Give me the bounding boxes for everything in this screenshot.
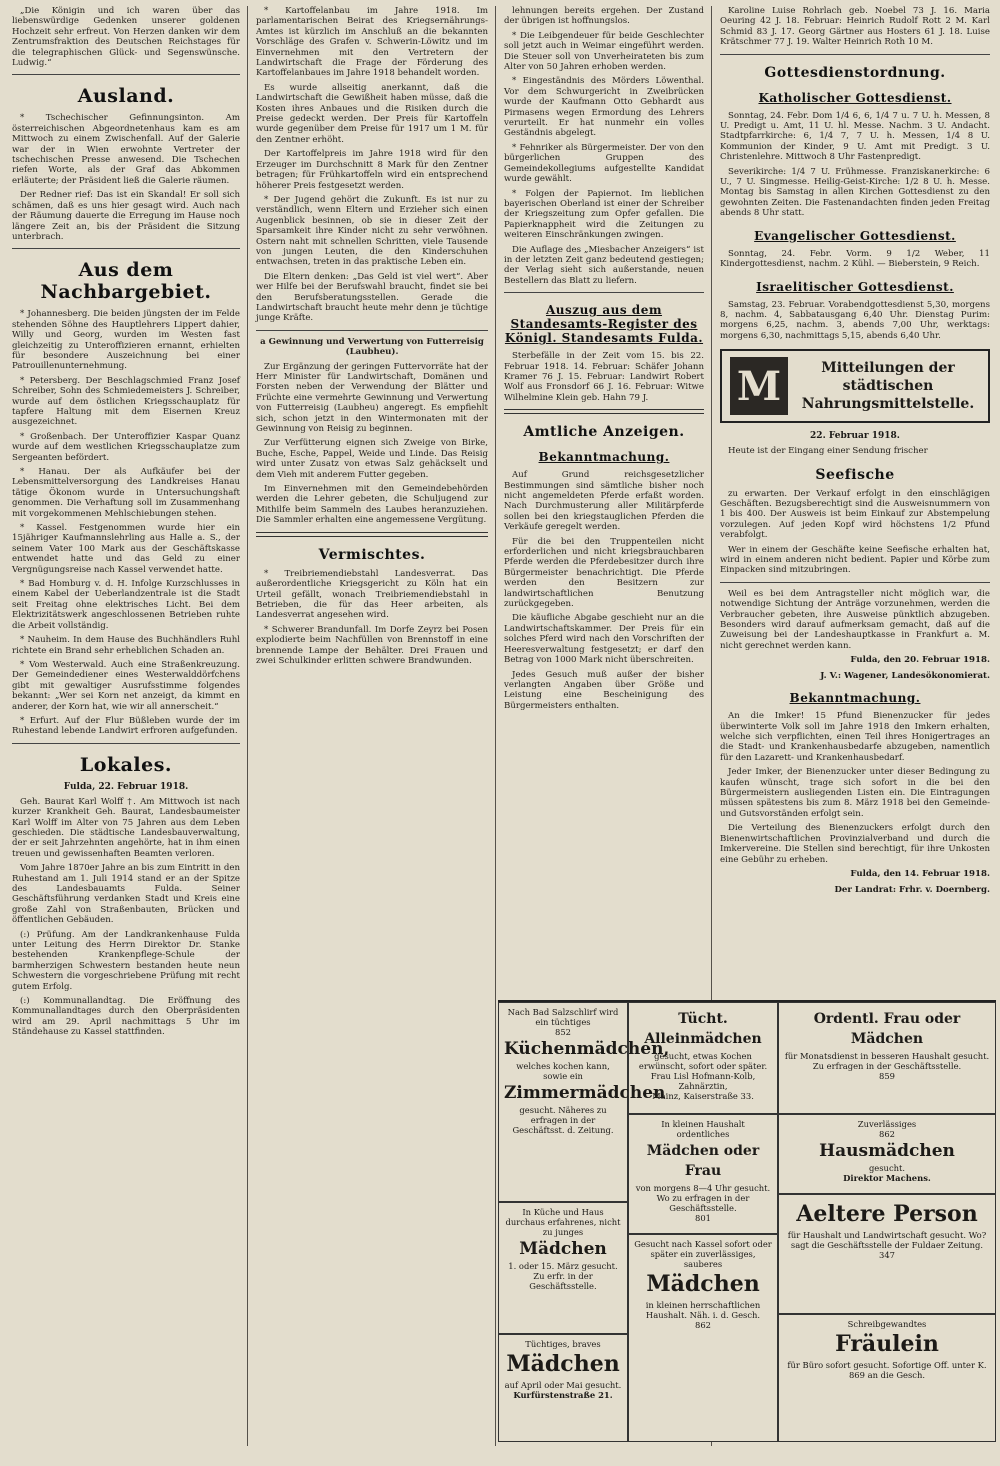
ad-text: Nach Bad Salzschlirf wird ein tüchtiges [507, 1007, 619, 1027]
article-paragraph: * Treibriemendiebstahl Landesverrat. Das außerordentliche Kriegsgericht zu Köln hat ein Urteil gefällt, wonach Treibriemendiebstahl in Betrieben, die für das Heer arbeiten, als Landesverrat angesehen wird. [256, 568, 488, 621]
ad-fraeulein [778, 1314, 996, 1442]
article-paragraph: * Die Leibgendeuer für beide Geschlechter soll jetzt auch in Weimar eingeführt werden. Die Steuer soll von Unverheirateten bis zum Alter von 50 Jahren erhoben werden. [504, 30, 704, 73]
article-paragraph: (:) Prüfung. Am der Landkrankenhause Fulda unter Leitung des Herrn Direktor Dr. Stanke bestehenden Krankenpflege-Schule der barmherzigen Schwestern bestanden heute neun Schwestern die vorgeschriebene Prüfung mit recht gutem Erfolg. [12, 929, 240, 992]
column-rule [495, 6, 496, 1446]
article-paragraph: Zur Verfütterung eignen sich Zweige von Birke, Buche, Esche, Pappel, Weide und Linde. Das Reisig wird unter Zusatz von etwas Salz gehäckselt und dem Vieh mit anderem Futter gegeben. [256, 438, 488, 480]
ad-text: in kleinen herrschaftlichen Haushalt. Näh. i. d. Gesch. [645, 1300, 761, 1320]
ad-ordentliche-frau [778, 1002, 996, 1114]
notice-box-nahrungsmittelstelle [720, 349, 990, 423]
article-paragraph: Die Eltern denken: „Das Geld ist viel wert“. Aber wer Hilfe bei der Berufswahl braucht, findet sie bei den Berufsberatungsstellen. Gerade die Landwirtschaft braucht heute mehr denn je tüchtige junge Kräfte. [256, 271, 488, 324]
ad-headline: Mädchen [506, 1351, 620, 1377]
article-paragraph: An die Imker! 15 Pfund Bienenzucker für jedes überwinterte Volk soll im Jahre 1918 den Imkern erhalten, welche sich verpflichten, einen Teil ihres Honigertrages an die Stadt- und Krankenhausbedarfe abzugeben, namentlich für den Lazarett- und Krankenhausbedarf. [720, 711, 990, 763]
article-paragraph: * Großenbach. Der Unteroffizier Kaspar Quanz wurde auf dem westlichen Kriegsschauplatze zum Sergeanten befördert. [12, 431, 240, 463]
ad-alleinmaedchen [628, 1002, 778, 1114]
ad-headline: Mädchen [519, 1239, 607, 1259]
article-paragraph: * Erfurt. Auf der Flur Büßleben wurde der im Ruhestand lebende Landwirt erfroren aufgefunden. [12, 715, 240, 737]
ad-headline: Küchenmädchen, [504, 1039, 670, 1059]
article-paragraph: Jeder Imker, der Bienenzucker unter dieser Bedingung zu kaufen wünscht, trage sich sofort in die bei den Bürgermeistern ausliegenden Listen ein. Die Eintragungen müssen spätestens bis zum 8. März 1918 bei den Gemeinde- und Gutsvorständen erfolgt sein. [720, 767, 990, 819]
divider [720, 54, 990, 55]
divider [12, 248, 240, 249]
column-3 [498, 6, 710, 996]
article-paragraph: Die Verteilung des Bienenzuckers erfolgt durch den Bienenwirtschaftlichen Provinzialverband und durch die Imkervereine. Die Stellen sind berechtigt, für ihre Unkosten eine Gebühr zu erheben. [720, 823, 990, 865]
article-paragraph: * Kassel. Festgenommen wurde hier ein 15jähriger Kaufmannslehrling aus Halle a. S., der seinem Vater 100 Mark aus der Geschäftskasse entwendet hatte und das Geld zu einer Vergnügungsreise nach Kassel verwendet hatte. [12, 523, 240, 575]
ad-text: Frau Lisl Hofmann-Kolb, Zahnärztin, [650, 1071, 756, 1091]
article-paragraph: Geh. Baurat Karl Wolff †. Am Mittwoch ist nach kurzer Krankheit Geh. Baurat, Landesbaumeister Karl Wolff im Alter von 75 Jahren aus dem Leben geschieden. Die städtische Landesbauverwaltung, der er seit Jahrzehnten angehörte, hat in ihm einen treuen und gewissenhaften Beamten verloren. [12, 796, 240, 859]
article-paragraph: * Petersberg. Der Beschlagschmied Franz Josef Schreiber, Sohn des Schmiedemeisters J. Schreiber, wurde auf dem östlichen Kriegsschauplatz für tapfere Haltung mit dem Eisernen Kreuz ausgezeichnet. [12, 375, 240, 428]
notice-signature: J. V.: Wagener, Landesökonomierat. [820, 671, 990, 682]
ad-headline: Ordentl. Frau oder Mädchen [813, 1011, 961, 1047]
article-paragraph: Auf Grund reichsgesetzlicher Bestimmungen sind sämtliche bisher noch nicht angemeldeten Pferde erfaßt worden. Nach Durchmusterung aller Militärpferde sollen bei den kriegstauglichen Pferden die Verkäufe geregelt werden. [504, 470, 704, 533]
section-heading-standesamt: Auszug aus dem Standesamts-Register des Königl. Standesamts Fulda. [504, 303, 704, 346]
ad-text: für Monatsdienst in besseren Haushalt gesucht. Zu erfragen in der Geschäftsstelle. [784, 1051, 990, 1071]
ad-kuechenmaedchen [498, 1002, 670, 1202]
ad-headline: Fräulein [835, 1331, 939, 1357]
article-paragraph: Heute ist der Eingang einer Sendung frischer [728, 446, 928, 457]
ad-headline: Mädchen [646, 1271, 760, 1297]
article-paragraph: Die Auflage des „Miesbacher Anzeigers“ ist in der letzten Zeit ganz bedeutend gestiegen; der Verlag sieht sich außerstande, neuen Bestellern das Blatt zu liefern. [504, 244, 704, 286]
article-paragraph: Sonntag, 24. Febr. Vorm. 9 1/2 Weber, 11 Kindergottesdienst, nachm. 2 Kühl. — Bieberstein, 9 Reich. [720, 248, 990, 270]
notice-box-title: Mitteilungen der städtischen Nahrungsmittelstelle. [801, 360, 975, 413]
article-paragraph: Der Kartoffelpreis im Jahre 1918 wird für den Erzeuger im Durchschnitt 8 Mark für den Zentner betragen; für Frühkartoffeln wird ein entsprechend höherer Preis festgesetzt werden. [256, 149, 488, 191]
section-heading-lokales: Lokales. [79, 753, 173, 776]
ad-code: 852 [555, 1027, 571, 1037]
article-subheading: a Gewinnung und Verwertung von Futterreisig (Laubheu). [260, 336, 484, 358]
article-paragraph: Jedes Gesuch muß außer der bisher verlangten Angaben über Größe und Leistung eine Bescheinigung des Bürgermeisters enthalten. [504, 669, 704, 711]
article-paragraph: * Hanau. Der als Aufkäufer bei der Lebensmittelversorgung des Landkreises Hanau tätige Ökonom wurde in Untersuchungshaft genommen. Die Verhaftung soll im Zusammenhang mit vorgekommenen Mehlschiebungen stehen. [12, 467, 240, 519]
article-paragraph: Zur Ergänzung der geringen Futtervorräte hat der Herr Minister für Landwirtschaft, Domänen und Forsten neben der Verwendung der Blätter und Früchte eine vermehrte Gewinnung und Verwertung von Futterreisig (Laubheu) angeregt. Es empfiehlt sich, schon jetzt in den Wintermonaten mit der Gewinnung von Reisig zu beginnen. [256, 361, 488, 435]
ad-mädchen-oder-frau [628, 1114, 778, 1234]
ad-maedchen-kassel [628, 1234, 778, 1442]
ad-headline: Hausmädchen [819, 1141, 955, 1161]
notice-date: Fulda, den 14. Februar 1918. [850, 868, 990, 879]
ad-text: Tüchtiges, braves [525, 1339, 601, 1349]
ad-hausmaedchen [778, 1114, 996, 1194]
ad-text: auf April oder Mai gesucht. [504, 1380, 622, 1390]
article-paragraph: * Vom Westerwald. Auch eine Straßenkreuzung. Der Gemeindediener eines Westerwalddörfchens gibt mit gewaltiger Ausrufsstimme folgendes bekannt: „Wer sei Korn net anzeigt, da kimmt en anderer, der Korn hat, wie wir all annerscheit.“ [12, 659, 240, 712]
article-paragraph: * Johannesberg. Die beiden jüngsten der im Felde stehenden Söhne des Hauptlehrers Lippert dahier, Willy und Georg, wurden im Westen fast gleichzeitig zu Unteroffizieren ernannt, erhielten für besondere Auszeichnung bei einer Patrouillenunternehmung. [12, 309, 240, 372]
ad-text: 1. oder 15. März gesucht. Zu erfr. in der Geschäftsstelle. [508, 1261, 618, 1291]
column-2 [250, 6, 494, 1446]
divider [720, 582, 990, 583]
ad-text: Direktor Machens. [843, 1173, 931, 1183]
article-paragraph: Sonntag, 24. Febr. Dom 1/4 6, 6, 1/4 7 u. 7 U. h. Messen, 8 U. Predigt u. Amt, 11 U. hl. Messe. Nachm. 3 U. Andacht. Stadtpfarrkirche: 6, 1/4 7, 7 U. h. Messen, 1/4 8 U. Kommunion der Kinder, 9 U. Amt mit Predigt. 3 U. Christenlehre. Mittwoch 8 Uhr Fastenpredigt. [720, 110, 990, 163]
notice-heading: Bekanntmachung. [789, 691, 921, 706]
section-heading-nachbargebiet: Aus dem Nachbargebiet. [40, 259, 212, 304]
ad-text: gesucht. [868, 1163, 906, 1173]
divider [504, 292, 704, 293]
dateline: 22. Februar 1918. [810, 431, 900, 442]
section-heading-amtliche-anzeigen: Amtliche Anzeigen. [523, 424, 685, 441]
ad-code: 862 [879, 1129, 895, 1139]
section-heading-ausland: Ausland. [77, 85, 175, 108]
article-paragraph: Wer in einem der Geschäfte keine Seefische erhalten hat, wird in einem anderen nicht bedient. Papier und Körbe zum Einpacken sind mitzubringen. [720, 544, 990, 576]
article-paragraph: * Eingeständnis des Mörders Löwenthal. Vor dem Schwurgericht in Zweibrücken wurde der Kaufmann Otto Gebhardt aus Pirmasens wegen Ermordung des Lehrers verurteilt. Er hat nunmehr ein volles Geständnis abgelegt. [504, 76, 704, 139]
notice-heading: Bekanntmachung. [538, 450, 670, 465]
subheading-israelitisch: Israelitischer Gottesdienst. [756, 279, 954, 294]
ad-text: für Haushalt und Landwirtschaft gesucht. Wo? sagt die Geschäftsstelle der Fuldaer Zeitung. [787, 1230, 987, 1250]
column-rule [247, 6, 248, 1446]
classified-ads [498, 1000, 996, 1442]
ad-text: für Büro sofort gesucht. Sofortige Off. unter K. 869 an die Gesch. [787, 1360, 987, 1380]
ad-maedchen-april [498, 1334, 628, 1442]
ad-text: Kurfürstenstraße 21. [513, 1390, 613, 1400]
section-heading-gottesdienstordnung: Gottesdienstordnung. [764, 64, 946, 81]
ad-maedchen-kueche-haus [498, 1202, 628, 1334]
subheading-katholisch: Katholischer Gottesdienst. [758, 90, 952, 105]
article-paragraph: * Nauheim. In dem Hause des Buchhändlers Ruhl richtete ein Brand sehr erheblichen Schaden an. [12, 635, 240, 656]
ad-text: In kleinen Haushalt ordentliches [661, 1119, 745, 1139]
article-paragraph: Sterbefälle in der Zeit vom 15. bis 22. Februar 1918. 14. Februar: Schäfer Johann Kramer 76 J. 15. Februar: Landwirt Robert Wolf aus Fronsdorf 66 J. 16. Februar: Witwe Wilhelmine Klein geb. Hahn 79 J. [504, 351, 704, 403]
article-paragraph: Der Redner rief: Das ist ein Skandal! Er soll sich schämen, daß es uns hier gesagt wird. Auch nach der Räumung dauerte die Erregung im Hause noch längere Zeit an, bis der Präsident die Sitzung unterbrach. [12, 190, 240, 242]
ad-code: 347 [879, 1250, 895, 1260]
ad-text: welches kochen kann, sowie ein [516, 1061, 610, 1081]
divider [12, 74, 240, 75]
divider [12, 743, 240, 744]
ad-text: Mainz, Kaiserstraße 33. [652, 1091, 754, 1101]
ad-code: 862 [695, 1320, 711, 1330]
column-4 [714, 6, 996, 996]
article-paragraph: * Schwerer Brandunfall. Im Dorfe Zeyrz bei Posen explodierte beim Nachfüllen von Brennstoff in eine brennende Lampe der Behälter. Drei Frauen und zwei Schulkinder erlitten schwere Brandwunden. [256, 624, 488, 666]
ad-headline: Mädchen oder Frau [646, 1143, 760, 1179]
subheading-evangelisch: Evangelischer Gottesdienst. [754, 228, 956, 243]
section-heading-vermischtes: Vermischtes. [318, 546, 426, 563]
ad-text: gesucht, etwas Kochen erwünscht, sofort oder später. [638, 1051, 768, 1071]
article-paragraph: Es wurde allseitig anerkannt, daß die Landwirtschaft die Gewißheit haben müsse, daß die Kosten ihres Anbaues und die Risiken durch die Preise gedeckt werden. Der Preis für Kartoffeln wurde gegenüber dem Preise für 1917 um 1 M. für den Zentner erhöht. [256, 82, 488, 145]
article-paragraph: „Die Königin und ich waren über das liebenswürdige Gedenken unserer goldenen Hochzeit sehr erfreut. Von Herzen danken wir dem Zentrumsfraktion des Deutschen Reichstages für die telegraphischen Glück- und Segenswünsche. Ludwig.“ [12, 6, 240, 69]
notice-signature: Der Landrat: Frhr. v. Doernberg. [834, 884, 990, 895]
article-paragraph: Severikirche: 1/4 7 U. Frühmesse. Franziskanerkirche: 6 U., 7 U. Singmesse. Heilig-Geist-Kirche: 1/2 8 U. h. Messe. Montag bis Samstag in allen Kirchen Gottesdienst zu den gewohnten Zeiten. Die Fastenandachten finden jeden Freitag abends 8 Uhr statt. [720, 166, 990, 219]
decorative-initial: M [730, 357, 788, 415]
ad-headline: Zimmermädchen [504, 1083, 666, 1103]
article-paragraph: Samstag, 23. Februar. Vorabendgottesdienst 5,30, morgens 8, nachm. 4, Sabbatausgang 6,40 Uhr. Dienstag Purim: morgens 6,25, nachm. 3, abends 7,00 Uhr, werktags: morgens 6,30, nachmittags 5,15, abends 6,40 Uhr. [720, 299, 990, 341]
article-paragraph: * Der Jugend gehört die Zukunft. Es ist nur zu verständlich, wenn Eltern und Erzieher sich einen Augenblick besinnen, ob sie in dieser Zeit der Sparsamkeit ihre Kinder nicht zu sehr verwöhnen. Ostern naht mit schnellen Schritten, viele Tausende von jungen Leuten, die den Kinderschuhen entwachsen, treten in das praktische Leben ein. [256, 194, 488, 268]
article-paragraph: * Fehnriker als Bürgermeister. Der von den bürgerlichen Gruppen des Gemeindekollegiums aufgestellte Kandidat wurde gewählt. [504, 142, 704, 185]
notice-heading-seefische: Seefische [815, 466, 895, 483]
article-paragraph: * Bad Homburg v. d. H. Infolge Kurzschlusses in einem Kabel der Ueberlandzentrale ist die Stadt seit Freitag ohne elektrisches Licht. Bei dem Elektrizitätswerk angeschlossenen Betrieben ruhte die Arbeit vollständig. [12, 579, 240, 631]
ad-headline: Aeltere Person [796, 1201, 978, 1227]
ad-text: Zuverlässiges [857, 1119, 917, 1129]
article-paragraph: zu erwarten. Der Verkauf erfolgt in den einschlägigen Geschäften. Bezugsberechtigt sind die Ausweisnummern von 1 bis 400. Der Ausweis ist beim Einkauf zur Abstempelung vorzulegen. Auf jeden Kopf wird höchstens 1/2 Pfund verabfolgt. [720, 488, 990, 541]
article-paragraph: Vom Jahre 1870er Jahre an bis zum Eintritt in den Ruhestand am 1. Juli 1914 stand er an der Spitze des Landesbauamts Fulda. Seiner Geschäftsführung verdanken Stadt und Kreis eine große Zahl von Straßenbauten, Brücken und öffentlichen Gebäuden. [12, 863, 240, 926]
ad-text: von morgens 8—4 Uhr gesucht. Wo zu erfragen in der Geschäftsstelle. [635, 1183, 771, 1213]
article-paragraph: Karoline Luise Rohrlach geb. Noebel 73 J. 16. Maria Oeuring 42 J. 18. Februar: Heinrich Rudolf Rott 2 M. Karl Schmid 83 J. 17. Georg Gärtner aus Hosters 61 J. 18. Luise Krätschmer 77 J. 19. Walter Heinrich Roth 10 M. [720, 6, 990, 48]
article-paragraph: (:) Kommunallandtag. Die Eröffnung des Kommunallandtages durch den Oberpräsidenten wird am 29. April nachmittags 5 Uhr im Ständehause zu Kassel stattfinden. [12, 996, 240, 1038]
ad-aeltere-person [778, 1194, 996, 1314]
article-paragraph: * Tschechischer Gefinnungsinton. Am österreichischen Abgeordnetenhaus kam es am Mittwoch zu einem Zwischenfall. Auf der Galerie war der in Wien erwohnte Vertreter der tschechischen Presse anwesend. Die Tschechen riefen Worte, als der Graf das Abkommen erläuterte; der Präsident ließ die Galerie räumen. [12, 113, 240, 186]
ad-code: 859 [879, 1071, 895, 1081]
article-paragraph: Die käufliche Abgabe geschieht nur an die Landwirtschaftskammer. Der Preis für ein solches Pferd wird nach den Vorschriften der Heeresverwaltung festgesetzt; er darf den Betrag von 1000 Mark nicht überschreiten. [504, 613, 704, 666]
article-paragraph: Im Einvernehmen mit den Gemeindebehörden werden die Lehrer gebeten, die Schuljugend zur Mithilfe beim Sammeln des Laubes heranzuziehen. Die Sammler erhalten eine angemessene Vergütung. [256, 484, 488, 526]
article-paragraph: lehnungen bereits ergehen. Der Zustand der übrigen ist hoffnungslos. [504, 6, 704, 27]
article-paragraph: Für die bei den Truppenteilen nicht erforderlichen und nicht kriegsbrauchbaren Pferde werden die Pferdebesitzer durch ihre Bürgermeister benachrichtigt. Die Pferde werden den Besitzern zur landwirtschaftlichen Benutzung zurückgegeben. [504, 536, 704, 610]
divider [504, 409, 704, 414]
article-paragraph: Weil es bei dem Antragsteller nicht möglich war, die notwendige Sichtung der Anträge vorzunehmen, werden die Verbraucher gebeten, ihre Ausweise pünktlich abzugeben. Besonders wird darauf aufmerksam gemacht, daß auf die Zuweisung bei der Landeshauptkasse in Frankfurt a. M. nicht gerechnet werden kann. [720, 588, 990, 651]
dateline: Fulda, 22. Februar 1918. [63, 781, 189, 792]
ad-text: In Küche und Haus durchaus erfahrenes, nicht zu junges [505, 1207, 621, 1237]
ad-text: Gesucht nach Kassel sofort oder später ein zuverlässiges, sauberes [634, 1239, 772, 1269]
article-paragraph: * Folgen der Papiernot. Im lieblichen bayerischen Oberland ist einer der Schreiber der Kriegszeitung zum Opfer gefallen. Die Papierknappheit wird die Zeitungen zu weiteren Einschränkungen zwingen. [504, 188, 704, 241]
divider [256, 330, 488, 331]
column-1 [6, 6, 246, 1446]
ad-text: Schreibgewandtes [847, 1319, 927, 1329]
notice-date: Fulda, den 20. Februar 1918. [850, 655, 990, 666]
article-paragraph: * Kartoffelanbau im Jahre 1918. Im parlamentarischen Beirat des Kriegsernährungs-Amtes ist kürzlich im Anschluß an die bekannten Vorschläge des Grafen v. Schwerin-Löwitz und im Einvernehmen mit den Vertretern der Landwirtschaft die Frage der Förderung des Kartoffelanbaues im Jahre 1918 behandelt worden. [256, 6, 488, 79]
ad-code: 801 [695, 1213, 711, 1223]
ad-headline: Tücht. Alleinmädchen [644, 1011, 762, 1047]
divider [256, 532, 488, 537]
ad-text: gesucht. Näheres zu erfragen in der Geschäftsst. d. Zeitung. [512, 1105, 614, 1135]
